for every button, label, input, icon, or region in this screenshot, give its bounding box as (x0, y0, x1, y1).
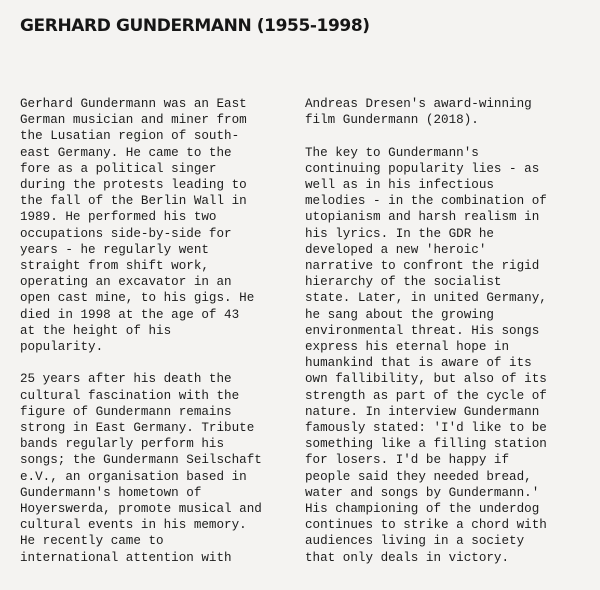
text-line: express his eternal hope in (305, 340, 510, 355)
text-line: fore as a political singer (20, 161, 217, 176)
text-line: state. Later, in united Germany, (305, 291, 547, 306)
text-line: humankind that is aware of its (305, 356, 532, 371)
text-line: His championing of the underdog (305, 502, 540, 517)
text-line: e.V., an organisation based in (20, 469, 247, 484)
text-line: Hoyerswerda, promote musical and (20, 502, 262, 517)
text-line: cultural events in his memory. (20, 518, 247, 533)
text-line: the fall of the Berlin Wall in (20, 194, 247, 209)
paragraph-popularity (305, 145, 583, 566)
text-line: people said they needed bread, (305, 469, 532, 484)
text-line: cultural fascination with the (20, 388, 240, 403)
text-line: Andreas Dresen's award-winning (305, 97, 532, 111)
text-line: something like a filling station (305, 437, 547, 452)
text-line: died in 1998 at the age of 43 (20, 307, 240, 322)
text-line: 25 years after his death the (20, 372, 232, 387)
text-line: international attention with (20, 550, 232, 565)
text-line: developed a new 'heroic' (305, 242, 487, 257)
text-line: film Gundermann (2018). (305, 113, 479, 128)
left-column (20, 96, 292, 582)
text-line: at the height of his (20, 323, 172, 338)
text-line: German musician and miner from (20, 113, 247, 128)
text-line: Gerhard Gundermann was an East (20, 97, 247, 111)
text-line: utopianism and harsh realism in (305, 210, 540, 225)
text-line: his lyrics. In the GDR he (305, 226, 494, 241)
text-line: bands regularly perform his (20, 437, 225, 452)
text-line: continues to strike a chord with (305, 518, 547, 533)
text-line: during the protests leading to (20, 178, 247, 193)
text-line: hierarchy of the socialist (305, 275, 502, 290)
text-line: continuing popularity lies - as (305, 161, 540, 176)
right-column (305, 96, 583, 582)
text-line: well as in his infectious (305, 178, 494, 192)
text-line: east Germany. He came to the (20, 145, 232, 160)
text-line: strength as part of the cycle of (305, 388, 547, 403)
text-line: Gundermann's hometown of (20, 485, 202, 500)
text-line: water and songs by Gundermann.' (305, 485, 540, 500)
text-line: audiences living in a society (305, 534, 525, 549)
page-title: GERHARD GUNDERMANN (1955-1998) (20, 16, 370, 36)
text-line: environmental threat. His songs (305, 323, 540, 338)
text-line: 1989. He performed his two (20, 210, 217, 225)
text-line: He recently came to (20, 534, 164, 549)
paragraph-film (305, 96, 583, 128)
paragraph-legacy (20, 371, 292, 565)
paragraph-biography (20, 96, 292, 355)
text-line: strong in East Germany. Tribute (20, 421, 255, 436)
text-line: that only deals in victory. (305, 550, 510, 565)
text-line: popularity. (20, 340, 104, 355)
text-line: famously stated: 'I'd like to be (305, 421, 547, 436)
text-line: melodies - in the combination of (305, 194, 547, 209)
text-line: occupations side-by-side for (20, 226, 232, 241)
text-line: the Lusatian region of south- (20, 129, 240, 144)
text-line: he sang about the growing (305, 307, 494, 322)
text-line: narrative to confront the rigid (305, 259, 540, 274)
text-line: figure of Gundermann remains (20, 404, 232, 419)
text-line: songs; the Gundermann Seilschaft (20, 453, 262, 468)
text-line: for losers. I'd be happy if (305, 453, 510, 468)
text-line: operating an excavator in an (20, 275, 232, 290)
text-line: The key to Gundermann's (305, 145, 479, 160)
text-line: nature. In interview Gundermann (305, 404, 540, 419)
text-line: straight from shift work, (20, 259, 209, 274)
text-line: own fallibility, but also of its (305, 372, 547, 387)
text-line: years - he regularly went (20, 242, 209, 257)
text-line: open cast mine, to his gigs. He (20, 291, 255, 306)
